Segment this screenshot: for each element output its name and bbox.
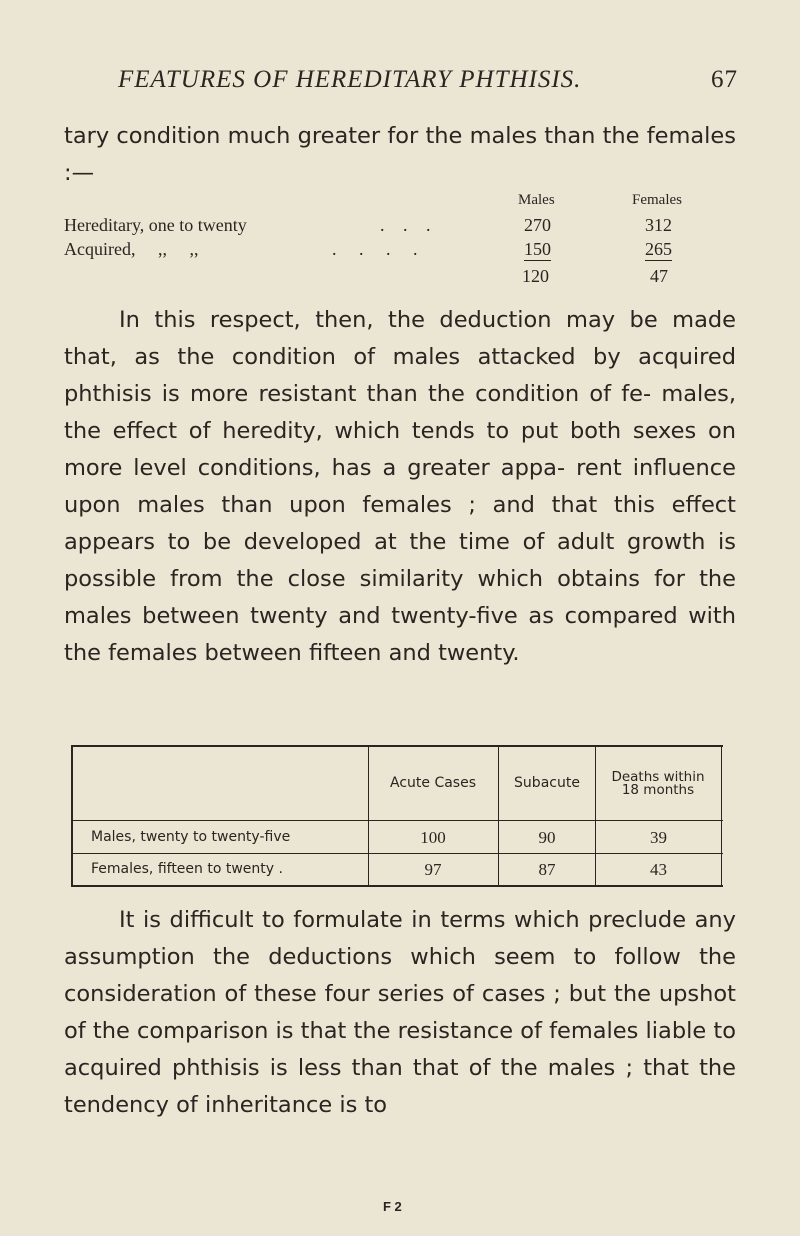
cases-table bbox=[71, 745, 723, 887]
difference-males: 120 bbox=[522, 266, 549, 286]
header-subacute: Subacute bbox=[514, 775, 580, 791]
hereditary-females: 312 bbox=[645, 215, 672, 235]
table-bottom-rule bbox=[71, 885, 723, 887]
males-deaths: 39 bbox=[650, 827, 667, 847]
difference-females: 47 bbox=[650, 266, 668, 286]
row-label-hereditary: Hereditary, one to twenty bbox=[64, 215, 247, 235]
males-females-table bbox=[64, 192, 736, 294]
acquired-females: 265 bbox=[645, 239, 672, 259]
table-left-rule bbox=[71, 745, 73, 887]
row-label-females: Females, fifteen to twenty . bbox=[91, 861, 283, 877]
signature-mark: F 2 bbox=[383, 1199, 402, 1214]
males-acute: 100 bbox=[420, 827, 446, 847]
females-subacute: 87 bbox=[538, 860, 556, 879]
males-subacute: 90 bbox=[538, 827, 556, 847]
row-dots-hereditary: . . . bbox=[380, 215, 431, 235]
table-right-rule bbox=[721, 745, 722, 887]
acquired-males: 150 bbox=[524, 239, 551, 259]
paragraph-2: In this respect, then, the deduction may be made that, as the condition of males attacked by acquired phthisis is more resistant than the condition of fe- males, the effect of heredity, which tends to put both sexes on more level conditions, has a greater appa- rent influence upon males than upon females ; and that this effect appears to be developed at the time of adult growth is possible from the close similarity which obtains for the males between twenty and twenty-five as compared with the females between fifteen and twenty. bbox=[64, 307, 736, 666]
header-deaths: Deaths within 18 months bbox=[611, 768, 705, 798]
paragraph-3: It is difficult to formulate in terms which preclude any assumption the deductions which seem to follow the consideration of these four series of cases ; but the upshot of the comparison is that the resistance of females liable to acquired phthisis is less than that of the males ; that the tendency of inheritance is to bbox=[64, 907, 736, 1118]
page-number: 67 bbox=[711, 66, 738, 93]
col-header-males: Males bbox=[518, 192, 555, 208]
hereditary-males: 270 bbox=[524, 215, 551, 235]
row-dots-acquired: . . . . bbox=[332, 239, 418, 259]
females-acute: 97 bbox=[424, 860, 442, 879]
col-header-females: Females bbox=[632, 192, 682, 208]
running-title: FEATURES OF HEREDITARY PHTHISIS. bbox=[118, 66, 582, 93]
row-label-acquired: Acquired, ,, ,, bbox=[64, 239, 199, 259]
females-deaths: 43 bbox=[650, 860, 667, 879]
paragraph-1: tary condition much greater for the males than the females :— bbox=[64, 123, 736, 186]
row-label-males: Males, twenty to twenty-five bbox=[91, 828, 291, 845]
header-acute: Acute Cases bbox=[389, 775, 476, 791]
